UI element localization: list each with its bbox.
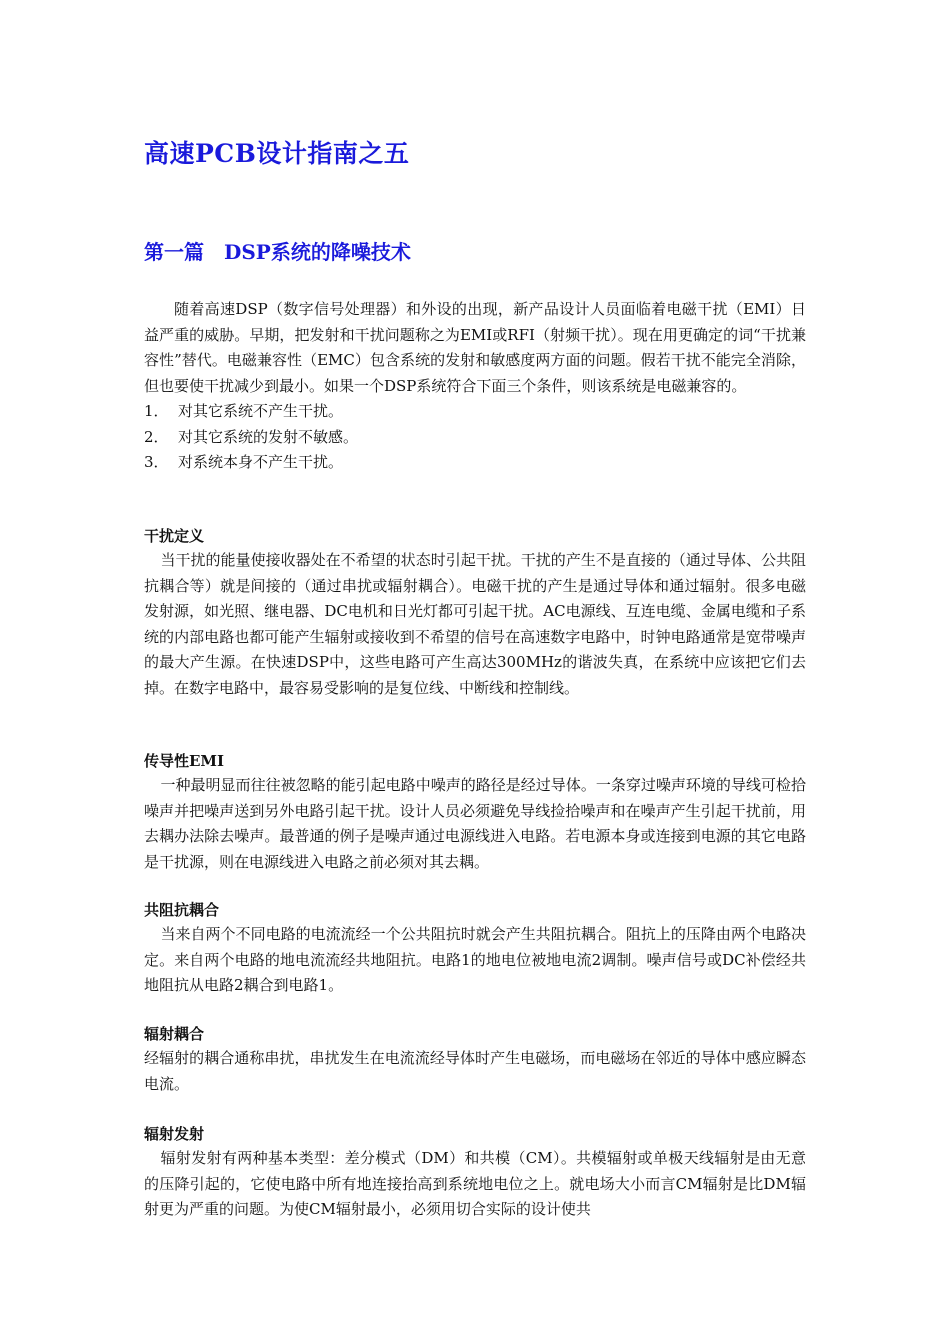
condition-item [144, 425, 806, 451]
section-heading-radiated-coupling: 辐射耦合 [144, 1025, 205, 1043]
section-body-radiated-coupling [144, 1046, 806, 1097]
section-heading-conducted-emi: 传导性EMI [144, 752, 225, 770]
section-heading-interference-definition: 干扰定义 [144, 527, 205, 545]
condition-number: 1． [144, 402, 169, 420]
condition-number: 2． [144, 427, 169, 446]
intro-block [144, 297, 806, 476]
section-body-conducted-emi [144, 773, 806, 875]
chapter-title: 第一篇 DSP系统的降噪技术 [144, 240, 411, 264]
condition-number: 3． [144, 453, 169, 471]
section-body-radiated-emission [144, 1146, 806, 1223]
condition-text: 对系统本身不产生干扰。 [178, 453, 344, 471]
section-heading-radiated-emission: 辐射发射 [144, 1125, 205, 1143]
section-paragraph: 一种最明显而往往被忽略的能引起电路中噪声的路径是经过导体。一条穿过噪声环境的导线可检拾噪声并把噪声送到另外电路引起干扰。设计人员必须避免导线捡拾噪声和在噪声产生引起干扰前，用去耦办法除去噪声。最普通的例子是噪声通过电源线进入电路。若电源本身或连接到电源的其它电路是干扰源，则在电源线进入电路之前必须对其去耦。 [144, 776, 806, 871]
section-paragraph: 当干扰的能量使接收器处在不希望的状态时引起干扰。干扰的产生不是直接的（通过导体、公共阻抗耦合等）就是间接的（通过串扰或辐射耦合）。电磁干扰的产生是通过导体和通过辐射。很多电磁发射源，如光照、继电器、DC电机和日光灯都可引起干扰。AC电源线、互连电缆、金属电缆和子系统的内部电路也都可能产生辐射或接收到不希望的信号在高速数字电路中，时钟电路通常是宽带噪声的最大产生源。在快速DSP中，这些电路可产生高达300MHz的谐波失真，在系统中应该把它们去掉。在数字电路中，最容易受影响的是复位线、中断线和控制线。 [144, 551, 806, 697]
section-paragraph: 当来自两个不同电路的电流流经一个公共阻抗时就会产生共阻抗耦合。阻抗上的压降由两个电路决定。来自两个电路的地电流流经共地阻抗。电路1的地电位被地电流2调制。噪声信号或DC补偿经共地阻抗从电路2耦合到电路1。 [144, 925, 806, 994]
section-heading-common-impedance-coupling: 共阻抗耦合 [144, 901, 220, 919]
condition-item [144, 450, 806, 476]
intro-paragraph: 随着高速DSP（数字信号处理器）和外设的出现，新产品设计人员面临着电磁干扰（EMI）日益严重的威胁。早期，把发射和干扰问题称之为EMI或RFI（射频干扰）。现在用更确定的词“干扰兼容性”替代。电磁兼容性（EMC）包含系统的发射和敏感度两方面的问题。假若干扰不能完全消除，但也要使干扰减少到最小。如果一个DSP系统符合下面三个条件，则该系统是电磁兼容的。 [144, 300, 806, 395]
section-paragraph: 辐射发射有两种基本类型：差分模式（DM）和共模（CM）。共模辐射或单极天线辐射是由无意的压降引起的，它使电路中所有地连接抬高到系统地电位之上。就电场大小而言CM辐射是比DM辐射更为严重的问题。为使CM辐射最小，必须用切合实际的设计使共 [144, 1149, 806, 1218]
section-body-common-impedance-coupling [144, 922, 806, 999]
condition-text: 对其它系统不产生干扰。 [178, 402, 344, 420]
document-title: 高速PCB设计指南之五 [144, 139, 410, 168]
section-paragraph: 经辐射的耦合通称串扰，串扰发生在电流流经导体时产生电磁场，而电磁场在邻近的导体中感应瞬态电流。 [144, 1049, 806, 1093]
condition-text: 对其它系统的发射不敏感。 [178, 427, 359, 446]
section-body-interference-definition [144, 548, 806, 701]
condition-item [144, 399, 806, 425]
